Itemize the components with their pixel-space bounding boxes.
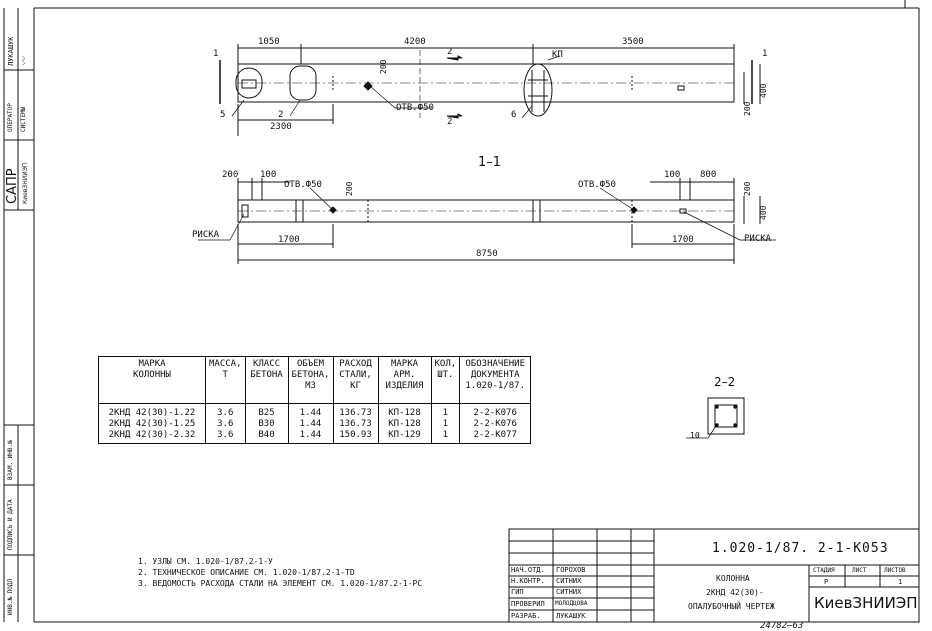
spec-header-doc: ОБОЗНАЧЕНИЕ ДОКУМЕНТА 1.020-1/87. [460,357,531,404]
tb-name: СИТНИХ [556,577,582,585]
plan-dim-400: 400 [759,83,768,98]
tb-title-line: КОЛОННА [716,574,750,583]
notes-list [138,556,422,589]
stamp-system-label-2: СИСТЕМЫ [20,106,27,132]
tb-title-line: 2КНД 42(30)- [706,588,764,597]
plan-dim-4200: 4200 [404,37,426,47]
spec-header-mark: МАРКА КОЛОННЫ [99,357,206,404]
plan-section-mark-right: 1 [762,49,768,59]
section1-hole-right: ОТВ.Ф50 [578,180,616,190]
tb-name: ГОРОХОВ [556,566,586,574]
cell-class: B40 [245,430,288,444]
tb-title-line: ОПАЛУБОЧНЫЙ ЧЕРТЕЖ [688,602,775,611]
plan-dim-3500: 3500 [622,37,644,47]
footer-number: 24782–63 [760,621,804,631]
tb-stage-header: СТАДИЯ [813,567,835,574]
tb-name: ЛУКАШУК [556,612,586,620]
section1-hole-left: ОТВ.Ф50 [284,180,322,190]
stamp-signature: 〰 [20,56,30,66]
cell-qty: 1 [431,419,460,430]
section2-callout: 10 [690,431,700,440]
tb-name: СИТНИХ [556,588,582,596]
tb-role: ГИП [511,588,524,596]
plan-view [220,44,760,136]
cell-volume: 1.44 [288,430,333,444]
plan-section2-top: 2 [447,47,453,57]
cell-qty: 1 [431,404,460,420]
spec-table [98,356,531,444]
section1-dim-400: 400 [759,205,768,220]
cell-mass: 3.6 [206,404,246,420]
title-block-code: 1.020-1/87. 2-1-К053 [712,541,889,556]
plan-dim-1050: 1050 [258,37,280,47]
tb-stage: Р [824,578,829,586]
note-item: 2. ТЕХНИЧЕСКОЕ ОПИСАНИЕ СМ. 1.020-1/87.2-1-ТD [138,568,355,577]
section1-dim-total: 8750 [476,249,498,259]
section2-title: 2–2 [714,375,736,389]
spec-table-header-row [99,357,531,404]
section1-dim-200: 200 [222,170,239,180]
spec-header-class: КЛАСС БЕТОНА [245,357,288,404]
cell-mark: 2КНД 42(30)-2.32 [99,430,206,444]
spec-header-steel: РАСХОД СТАЛИ, КГ [333,357,378,404]
cell-steel: 136.73 [333,404,378,420]
table-row [99,419,531,430]
section1-dim-1700-right: 1700 [672,235,694,245]
margin-field-podpis: ПОДПИСЬ И ДАТА [7,499,14,550]
section1-riska-right: РИСКА [744,234,772,244]
cell-volume: 1.44 [288,404,333,420]
note-item: 1. УЗЛЫ СМ. 1.020-1/87.2-1-У [138,557,273,566]
stamp-sapr: САПР [5,168,20,204]
note-item: 3. ВЕДОМОСТЬ РАСХОДА СТАЛИ НА ЭЛЕМЕНТ СМ. 1.020-1/87.2-1-РС [138,579,423,588]
cell-doc: 2-2-К076 [460,419,531,430]
cell-arm: КП-129 [378,430,431,444]
margin-field-inv: ИНВ.№ ПОДЛ [7,578,14,615]
table-row [99,430,531,444]
spec-header-qty: КОЛ, ШТ. [431,357,460,404]
cell-doc: 2-2-К077 [460,430,531,444]
spec-header-volume: ОБЪЕМ БЕТОНА, М3 [288,357,333,404]
cell-class: B25 [245,404,288,420]
section1-dim-1700-left: 1700 [278,235,300,245]
cell-arm: КП-128 [378,419,431,430]
section1-dim-100-right: 100 [664,170,681,180]
tb-sheets-header: ЛИСТОВ [884,567,906,574]
plan-section2-bottom: 2 [447,117,453,127]
cell-mass: 3.6 [206,430,246,444]
cell-mass: 3.6 [206,419,246,430]
tb-sheets: 1 [898,578,903,586]
spec-header-mass: МАССА, Т [206,357,246,404]
tb-role: РАЗРАБ. [511,612,541,620]
plan-section-mark-left: 1 [213,49,219,59]
stamp-sapr-org: КиевЗНИИЭП [22,162,29,204]
plan-callout-6: 6 [511,110,517,120]
plan-callout-2: 2 [278,110,284,120]
plan-dim-200: 200 [379,59,388,74]
cell-mark: 2КНД 42(30)-1.25 [99,419,206,430]
margin-field-vzam: ВЗАМ. ИНВ.№ [7,440,14,480]
tb-name: МОЛОДЦОВА [555,600,588,607]
cell-qty: 1 [431,430,460,444]
table-row [99,404,531,420]
plan-label-kp: КП [552,50,563,60]
plan-dim-200b: 200 [743,101,752,116]
tb-role: Н.КОНТР. [511,577,545,585]
cell-arm: КП-128 [378,404,431,420]
cell-class: B30 [245,419,288,430]
section1-dim-800: 800 [700,170,717,180]
cell-steel: 150.93 [333,430,378,444]
cell-steel: 136.73 [333,419,378,430]
stamp-top-name: ЛУКАШУК [7,36,15,66]
plan-label-hole: ОТВ.Ф50 [396,103,434,113]
section1-dim-100-left: 100 [260,170,277,180]
tb-role: НАЧ.ОТД. [511,566,545,574]
tb-role: ПРОВЕРИЛ [511,600,545,608]
section1-dim-200b: 200 [743,181,752,196]
section1-riska-left: РИСКА [192,230,220,240]
cell-mark: 2КНД 42(30)-1.22 [99,404,206,420]
spec-header-arm: МАРКА АРМ. ИЗДЕЛИЯ [378,357,431,404]
stamp-system-label-1: ОПЕРАТОР [7,103,14,132]
section1-title: 1–1 [478,155,502,170]
plan-dim-2300: 2300 [270,122,292,132]
section1-dim-200-vert: 200 [345,181,354,196]
cell-doc: 2-2-К076 [460,404,531,420]
plan-callout-5: 5 [220,110,226,120]
cell-volume: 1.44 [288,419,333,430]
tb-sheet-header: ЛИСТ [852,567,867,574]
tb-org: КиевЗНИИЭП [814,594,918,612]
